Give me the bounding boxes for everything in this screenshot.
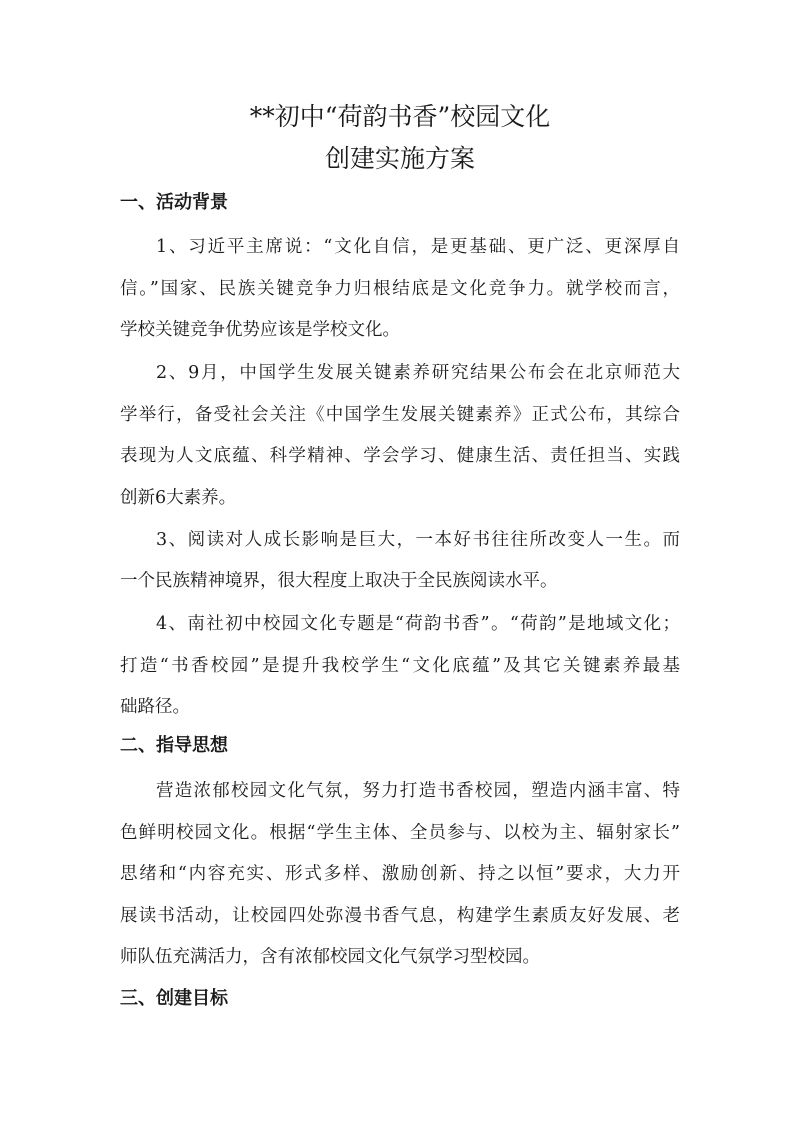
paragraph-line: 打造“书香校园”是提升我校学生“文化底蕴”及其它关键素养最基 (120, 656, 680, 676)
paragraph-line: 学举行，备受社会关注《中国学生发展关键素养》正式公布，其综合 (120, 405, 680, 425)
paragraph-line: 2、9月，中国学生发展关键素养研究结果公布会在北京师范大 (156, 363, 680, 383)
paragraph-line: 3、阅读对人成长影响是巨大，一本好书往往所改变人一生。而 (156, 530, 680, 550)
document-title-line-1: **初中“荷韵书香”校园文化 (249, 102, 551, 131)
paragraph-line: 表现为人文底蕴、科学精神、学会学习、健康生活、责任担当、实践 (120, 446, 680, 466)
paragraph-line: 础路径。 (120, 697, 190, 717)
paragraph-line: 4、南社初中校园文化专题是“荷韵书香”。“荷韵”是地域文化； (156, 614, 680, 634)
section-heading-goals: 三、创建目标 (120, 988, 228, 1009)
paragraph-line: 展读书活动，让校园四处弥漫书香气息，构建学生素质友好发展、老 (120, 906, 680, 926)
paragraph-line: 创新6大素养。 (120, 488, 237, 508)
paragraph-line: 师队伍充满活力，含有浓郁校园文化气氛学习型校园。 (120, 947, 540, 967)
paragraph-line: 思绪和“内容充实、形式多样、激励创新、持之以恒”要求，大力开 (120, 864, 680, 884)
document-title-line-2: 创建实施方案 (324, 144, 475, 173)
paragraph-line: 营造浓郁校园文化气氛，努力打造书香校园，塑造内涵丰富、特 (156, 781, 680, 801)
paragraph-line: 1、习近平主席说：“文化自信，是更基础、更广泛、更深厚自 (156, 237, 680, 257)
paragraph-line: 学校关键竞争优势应该是学校文化。 (120, 320, 400, 340)
paragraph-line: 色鲜明校园文化。根据“学生主体、全员参与、以校为主、辐射家长” (120, 823, 680, 843)
paragraph-line: 一个民族精神境界，很大程度上取决于全民族阅读水平。 (120, 571, 558, 591)
paragraph-line: 信。”国家、民族关键竞争力归根结底是文化竞争力。就学校而言， (120, 279, 680, 299)
section-heading-background: 一、活动背景 (120, 192, 228, 213)
section-heading-guiding-ideology: 二、指导思想 (120, 735, 228, 756)
